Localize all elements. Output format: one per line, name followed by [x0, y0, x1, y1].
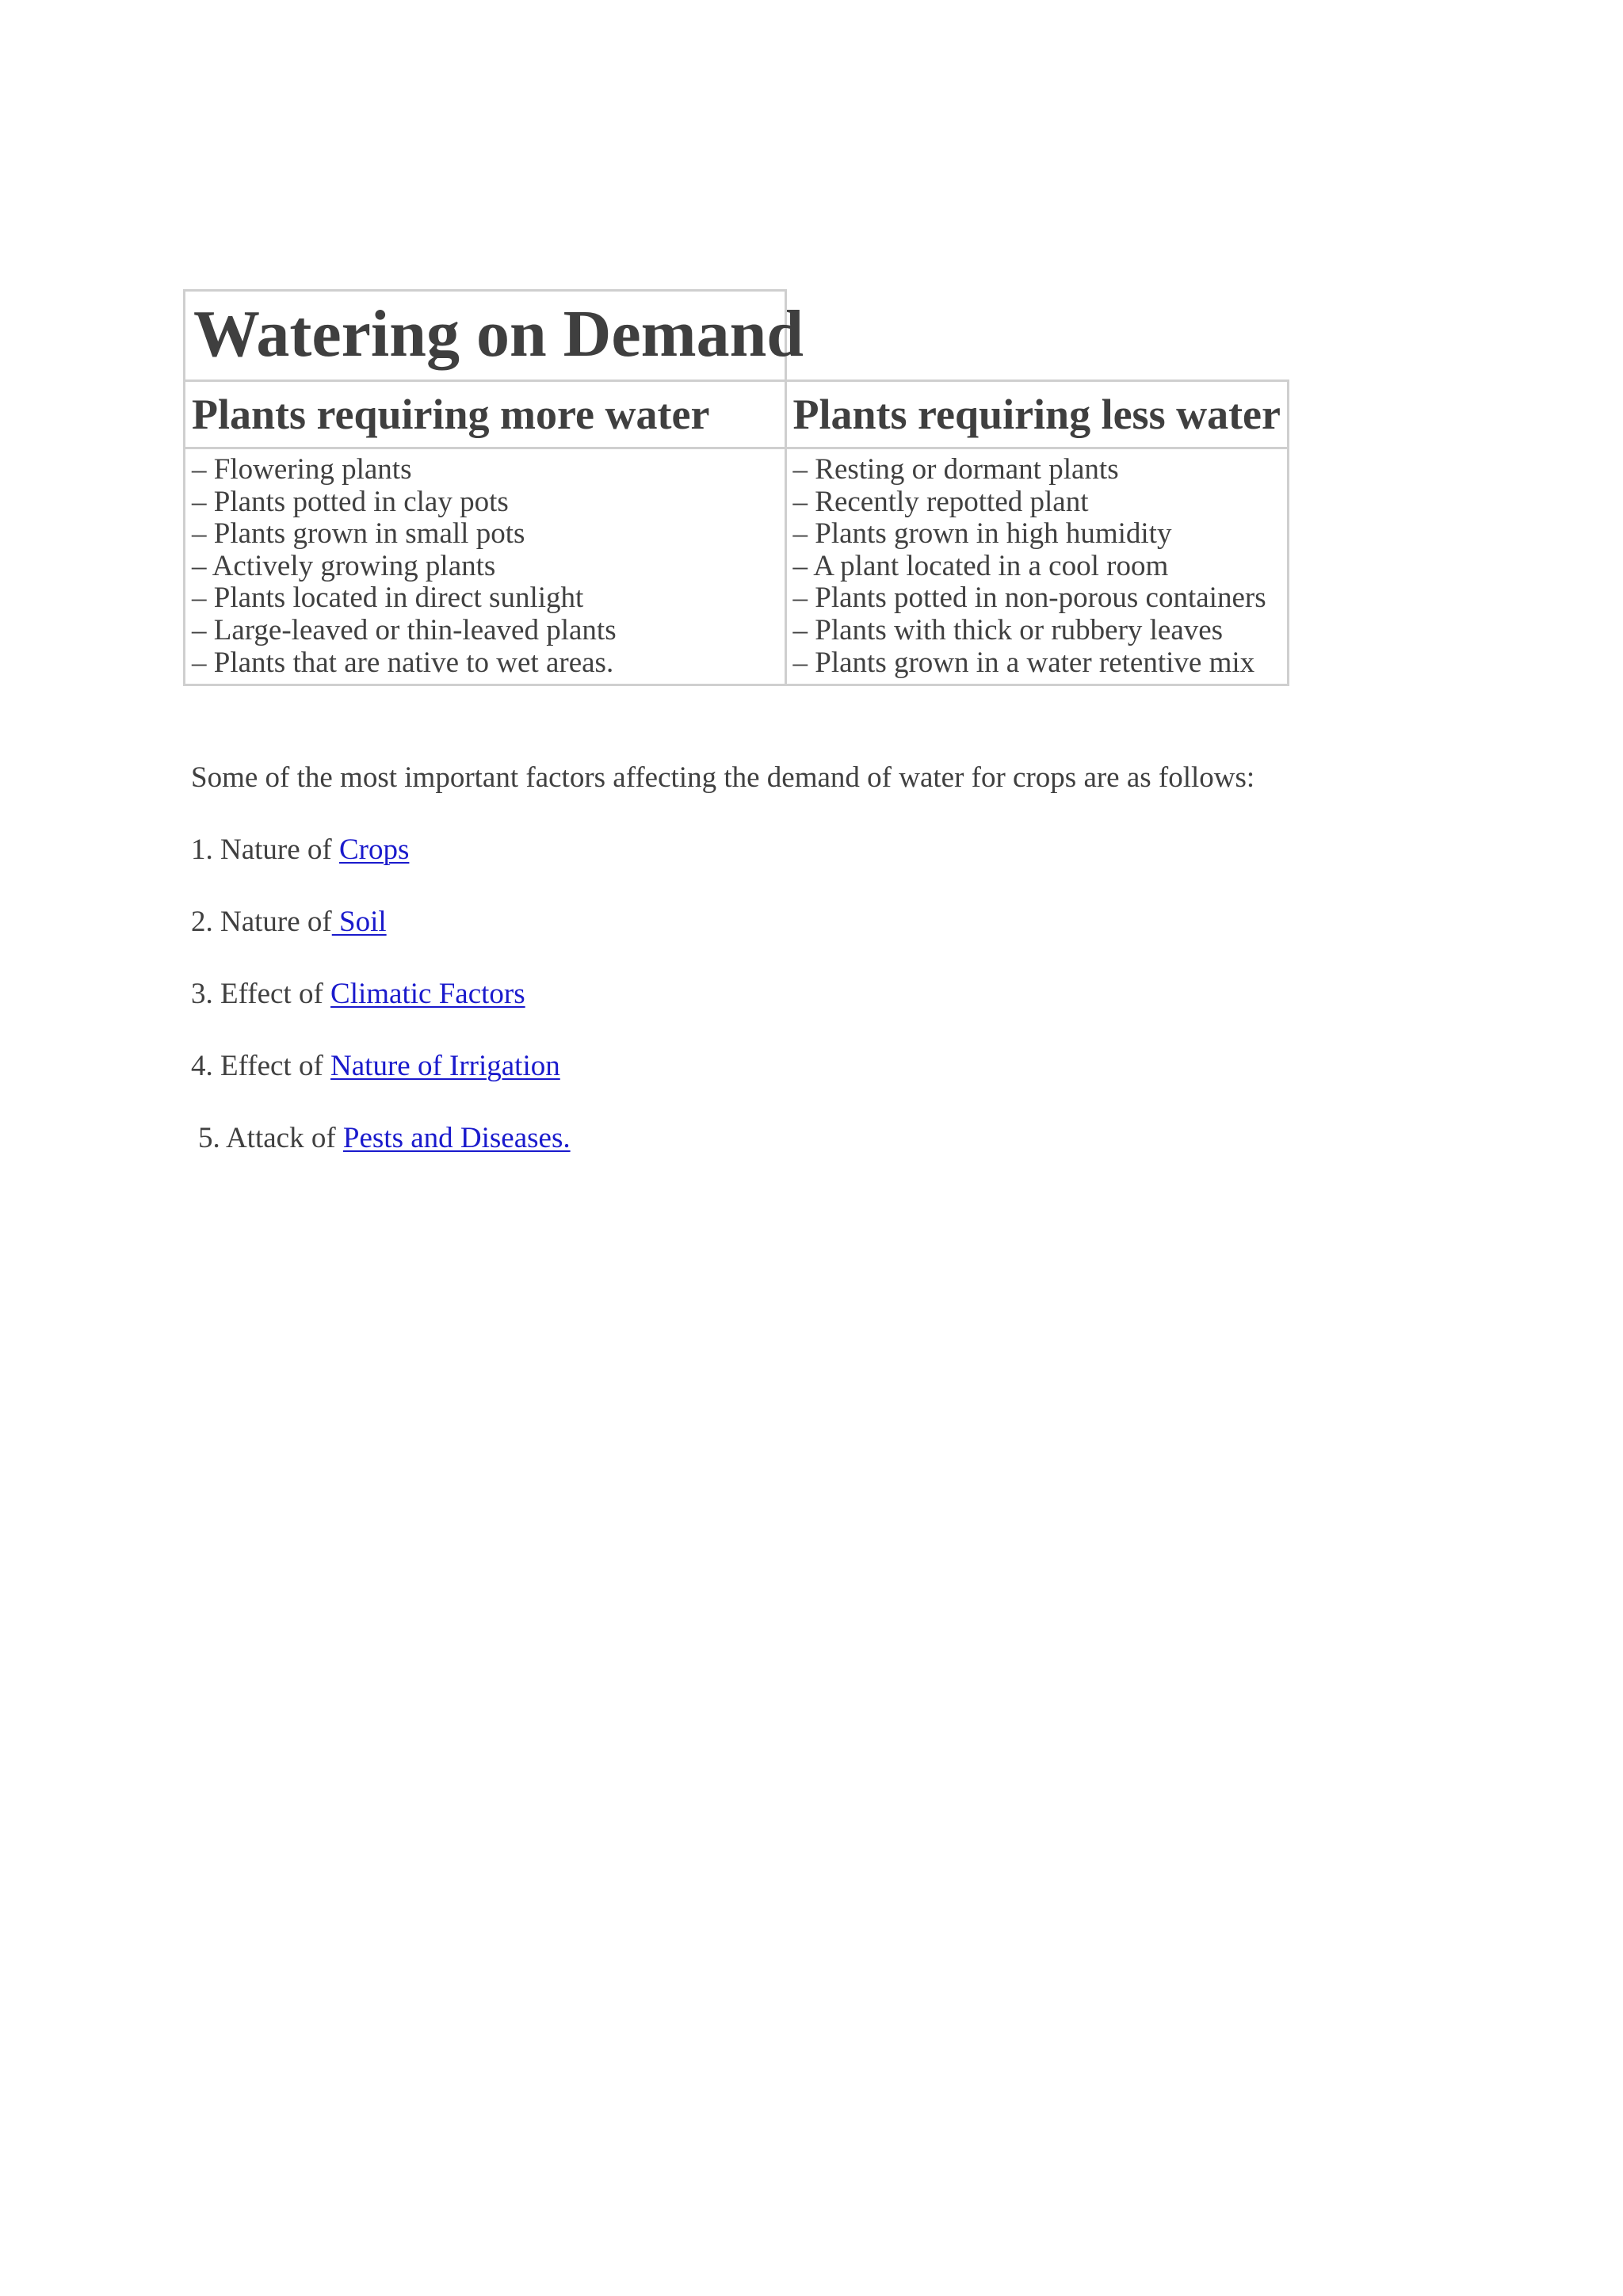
- more-water-list: [192, 454, 778, 679]
- nature-of-irrigation-link[interactable]: Nature of Irrigation: [330, 1050, 560, 1082]
- less-water-list: [793, 454, 1281, 679]
- page-title: Watering on Demand: [193, 297, 804, 371]
- table-header-row: [185, 381, 1289, 448]
- pests-and-diseases-link[interactable]: Pests and Diseases.: [342, 1122, 571, 1154]
- intro-paragraph: Some of the most important factors affecting the demand of water for crops are as follows:: [191, 761, 1255, 794]
- factor-item: [191, 903, 571, 975]
- list-item: – Plants potted in clay pots: [192, 485, 509, 518]
- list-item: – Plants grown in high humidity: [792, 517, 1172, 551]
- list-item: – Recently repotted plant: [792, 485, 1089, 518]
- factors-list: [191, 831, 571, 1192]
- factor-prefix: 5. Attack of: [198, 1122, 343, 1154]
- factor-item: [191, 1047, 571, 1119]
- more-water-cell: [185, 448, 786, 685]
- list-item: – Plants that are native to wet areas.: [192, 646, 614, 679]
- list-item: – Plants potted in non-porous containers: [792, 582, 1266, 615]
- factor-prefix: 4. Effect of: [191, 1050, 331, 1082]
- header-less-water: Plants requiring less water: [785, 381, 1288, 448]
- watering-table: [183, 379, 1289, 686]
- soil-link[interactable]: Soil: [331, 906, 387, 938]
- factor-item: [191, 831, 571, 903]
- factor-prefix: 2. Nature of: [191, 906, 332, 938]
- list-item: – Plants grown in a water retentive mix: [792, 646, 1255, 679]
- table-row: [185, 448, 1289, 685]
- header-more-water: Plants requiring more water: [185, 381, 786, 448]
- list-item: – Large-leaved or thin-leaved plants: [192, 613, 617, 646]
- list-item: – Plants grown in small pots: [192, 517, 525, 551]
- less-water-cell: [785, 448, 1288, 685]
- list-item: – Plants located in direct sunlight: [192, 582, 584, 615]
- factor-prefix: 3. Effect of: [191, 978, 331, 1010]
- crops-link[interactable]: Crops: [339, 833, 410, 866]
- list-item: – Plants with thick or rubbery leaves: [792, 613, 1224, 646]
- list-item: – Actively growing plants: [192, 549, 496, 582]
- climatic-factors-link[interactable]: Climatic Factors: [330, 978, 525, 1010]
- list-item: – A plant located in a cool room: [792, 549, 1169, 582]
- title-cell: [183, 289, 804, 380]
- list-item: – Flowering plants: [192, 453, 412, 486]
- factor-item: [191, 975, 571, 1047]
- factor-prefix: 1. Nature of: [191, 833, 339, 866]
- list-item: – Resting or dormant plants: [792, 453, 1119, 486]
- factor-item: [191, 1119, 571, 1192]
